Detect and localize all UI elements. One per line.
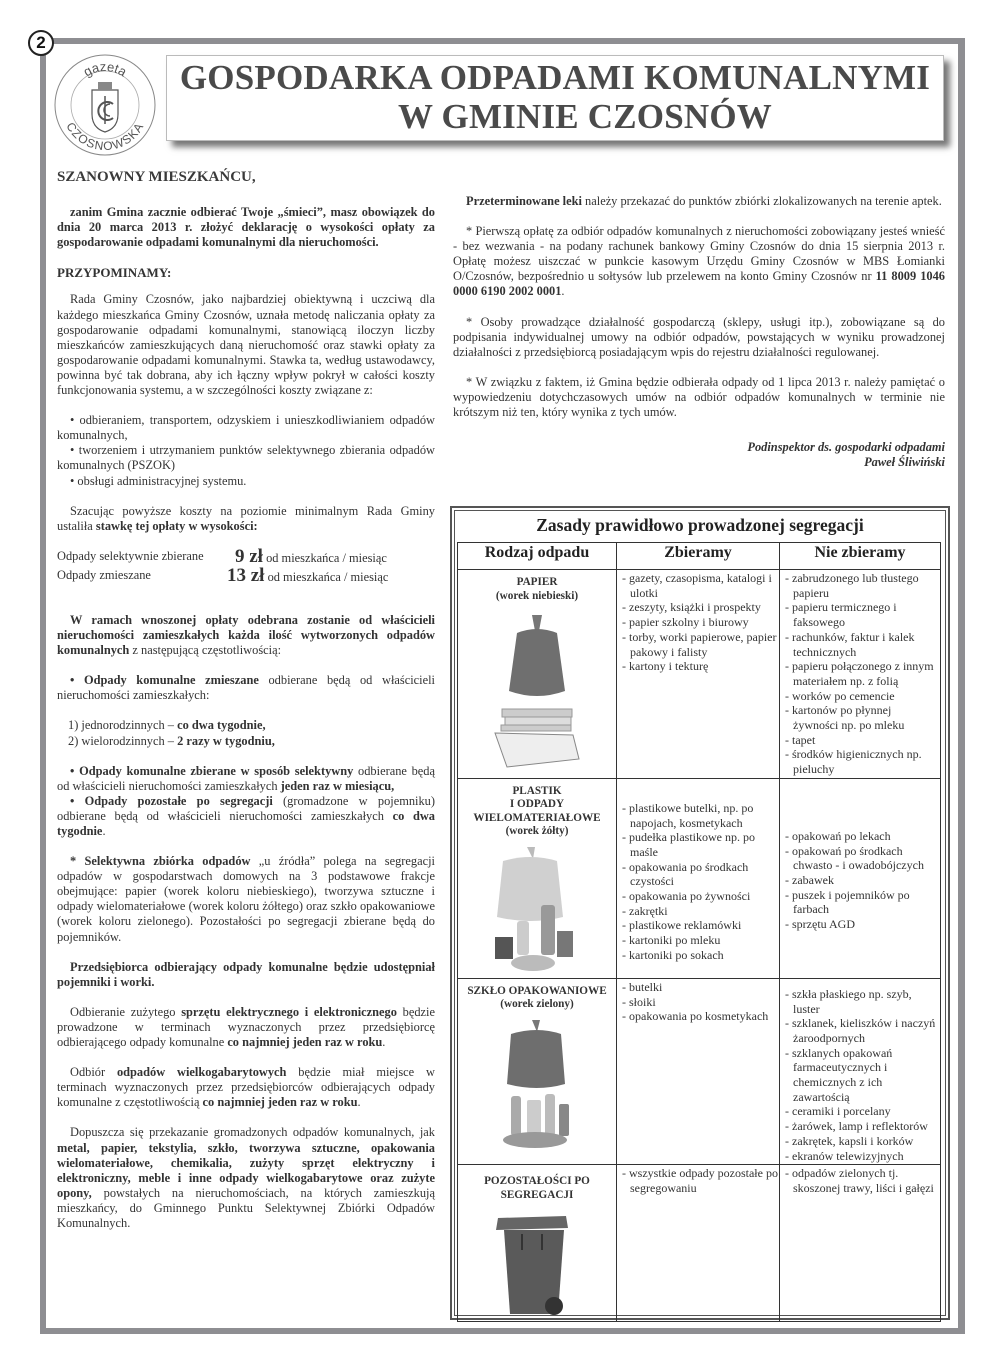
meds-bold: Przeterminowane leki xyxy=(466,194,582,208)
not-collect-list xyxy=(785,571,939,777)
source-paragraph xyxy=(57,854,435,945)
account-number: 11 8009 1046 0000 6190 2002 0001 xyxy=(453,269,945,299)
residual-bold: • Odpady pozostałe po segregacji xyxy=(70,793,273,808)
freq-item xyxy=(57,718,435,733)
bulky-text: Odbiór xyxy=(70,1065,117,1080)
segregation-title: Zasady prawidłowo prowadzonej segregacji xyxy=(536,515,864,535)
not-collect-cell xyxy=(780,778,941,978)
mixed-paragraph xyxy=(57,673,435,703)
waste-type-label: PAPIER xyxy=(516,576,558,588)
electro-bold: sprzętu elektrycznego i elektronicznego xyxy=(181,1004,397,1019)
freq-bold: 2 razy w tygodniu, xyxy=(177,733,275,748)
collect-item: - zeszyty, książki i prospekty xyxy=(622,600,761,615)
collect-item: - butelki xyxy=(622,979,663,994)
collect-item: - papier szkolny i biurowy xyxy=(622,615,749,630)
page-title xyxy=(166,55,944,141)
waste-type-label: SZKŁO OPAKOWANIOWE xyxy=(467,984,607,997)
bins-bold: Przedsiębiorca odbierający odpady komunalne będzie udostępniał pojemniki i worki. xyxy=(57,959,435,989)
selective-paragraph xyxy=(57,764,435,794)
left-column xyxy=(57,170,435,1231)
table-row xyxy=(458,978,941,1164)
waste-type-bag: (worek żółty) xyxy=(505,825,569,838)
segregation-table xyxy=(457,542,941,1322)
rate-value xyxy=(227,545,435,567)
waste-type-cell xyxy=(458,978,617,1164)
bulky-bold-2: co najmniej jeden raz w roku xyxy=(202,1095,358,1110)
rate-label: Odpady zmieszane xyxy=(57,567,151,582)
not-collect-item: - rachunków, faktur i kalek technicznych xyxy=(785,629,915,659)
waste-type-cell xyxy=(458,570,617,779)
payment-paragraph: * Pierwszą opłatę za odbiór odpadów komunalnych z nieruchomości zobowiązany jesteś wnieść - bez wezwania - na podany rachunek bankowy Gminy Czosnów do dnia 15 sierpnia 2013 r. Opłatę możesz uiszczać w punkcie kasowym Urzędu Gminy Czosnów w MBS Łomianki O/Czosnów, bezpośrednio u sołtysów lub przelewem na konto Gminy Czosnów nr 11 8009 1046 0000 6190 2002 0001. xyxy=(453,224,945,299)
rate-unit: od mieszkańca / miesiąc xyxy=(262,550,387,565)
not-collect-item: - opakowań po lekach xyxy=(785,828,891,843)
not-collect-item: - kartonów po płynnej żywności np. po mleku xyxy=(785,703,905,733)
not-collect-list xyxy=(785,1166,939,1195)
not-collect-item: - puszek i pojemników po farbach xyxy=(785,887,910,917)
rate-intro xyxy=(57,504,435,534)
collect-item: - wszystkie odpady pozostałe po segregowaniu xyxy=(622,1166,778,1195)
source-text: „u źródła” polega na segregacji odpadów w gospodarstwach domowych na 3 podstawowe frakcje obejmujące: papier (worek koloru niebieskiego), tworzywa sztuczne i odpady wielomateriałowe (worek koloru żółtego) oraz szkło opakowaniowe (worek koloru zielonego). Pozostałości po segregacji zbierane będą do pojemników. xyxy=(57,854,436,944)
not-collect-item: - żarówek, lamp i reflektorów xyxy=(785,1119,928,1134)
rate-label: Odpady selektywnie zbierane xyxy=(57,548,204,563)
remind-paragraph: Rada Gminy Czosnów, jako najbardziej obiektywną i uczciwą dla każdego mieszkańca Gminy Czosnów, uznała metodę naliczania opłaty za gospodarowanie odpadami komunalnymi, stanowiącą iloczyn liczby mieszkańców zamieszkujących daną nieruchomość oraz stawki opłaty za gospodarowanie odpadami komunalnymi. Stawka ta, według ustawodawcy, powinna być tak dobrana, aby ich łączny wpływ pokrył w całości koszty funkcjonowania systemu, a w szczególności koszty związane z: xyxy=(57,292,435,398)
column-header: Zbieramy xyxy=(617,543,780,570)
collect-cell xyxy=(617,570,780,779)
payment-text: * Pierwszą opłatę za odbiór odpadów komunalnych z nieruchomości zobowiązany jesteś wnieść - bez wezwania - na podany rachunek bankowy Gminy Czosnów do dnia 15 sierpnia 2013 r. Opłatę możesz uiszczać w punkcie kasowym Urzędu Gminy Czosnów w MBS Łomianki O/Czosnów, bezpośrednio u sołtysów lub przelewem na konto Gminy Czosnów nr xyxy=(453,224,945,284)
not-collect-item: - ceramiki i porcelany xyxy=(785,1104,891,1119)
cost-item: • tworzeniem i utrzymaniem punktów selektywnego zbierania odpadów komunalnych (PSZOK) xyxy=(57,443,435,473)
pszok-bold: metal, papier, tekstylia, szkło, tworzywa sztuczne, opakowania wielomateriałowe, chemikalia, zużyty sprzęt elektryczny i elektroniczny, meble i inne odpady wielkogabarytowe oraz zużyte opony, xyxy=(57,1140,435,1200)
collect-item: - opakowania po żywności xyxy=(622,889,751,904)
title-line-2: W GMINIE CZOSNÓW xyxy=(398,97,772,136)
residual-bold-2: co dwa tygodnie xyxy=(57,808,436,838)
bulky-bold: odpadów wielkogabarytowych xyxy=(116,1065,287,1080)
collect-item: - plastikowe butelki, np. po napojach, kosmetykach xyxy=(622,800,754,830)
logo-top-text: gazeta xyxy=(80,58,130,80)
pszok-text-2: powstałych na nieruchomościach, na których zamieszkują mieszkańcy, do Gminnego Punktu Selektywnej Zbiórki Odpadów Komunalnych. xyxy=(57,1185,435,1230)
not-collect-item: - sprzętu AGD xyxy=(785,917,855,932)
collect-list xyxy=(622,571,778,674)
column-header: Rodzaj odpadu xyxy=(458,543,617,570)
mixed-text: odbierane będą od właścicieli nieruchomości zamieszkałych: xyxy=(57,673,435,703)
waste-type-label: PLASTIK xyxy=(512,784,562,797)
collect-item: - opakowania po kosmetykach xyxy=(622,1009,769,1024)
collect-item: - kartony i tekturę xyxy=(622,659,709,674)
table-row xyxy=(458,570,941,779)
table-row xyxy=(458,778,941,978)
gazeta-czosnowska-logo xyxy=(52,52,158,158)
collect-item: - torby, worki papierowe, papier pakowy i falisty xyxy=(622,629,777,659)
not-collect-item: - odpadów zielonych tj. skoszonej trawy, liści i gałęzi xyxy=(785,1166,934,1195)
collect-item: - słoiki xyxy=(622,994,656,1009)
signature-role: Podinspektor ds. gospodarki odpadami xyxy=(747,440,945,455)
pszok-paragraph xyxy=(57,1125,435,1231)
electro-paragraph: Odbieranie zużytego sprzętu elektrycznego i elektronicznego będzie prowadzone w terminach wyznaczonych przez przedsiębiorcę odbierającego odpady komunalne co najmniej jeden raz w roku. xyxy=(57,1004,435,1050)
waste-type-label: I ODPADY xyxy=(509,798,565,811)
collect-item: - kartoniki po mleku xyxy=(622,933,721,948)
column-header: Nie zbieramy xyxy=(780,543,941,570)
not-collect-list xyxy=(785,829,939,932)
yellow-bag-plastic-icon xyxy=(477,847,597,977)
not-collect-item: - zabrudzonego lub tłustego papieru xyxy=(785,571,919,600)
collect-item: - kartoniki po sokach xyxy=(622,947,724,962)
wheelie-bin-icon xyxy=(492,1210,582,1320)
electro-text: Odbieranie zużytego xyxy=(70,1004,182,1019)
rates-list xyxy=(57,545,435,586)
not-collect-list xyxy=(785,987,939,1163)
not-collect-cell xyxy=(780,1165,941,1322)
waste-type-label: SEGREGACJI xyxy=(500,1188,574,1201)
intro-paragraph: zanim Gmina zacznie odbierać Twoje „śmieci”, masz obowiązek do dnia 20 marca 2013 r. złożyć deklarację o wysokości opłaty za gospodarowanie odpadami komunalnymi dla nieruchomości. xyxy=(57,205,435,250)
selective-text: odbierane będą od właścicieli nieruchomości zamieszkałych xyxy=(57,763,436,793)
logo-bottom-text: CZOSNOWSKA xyxy=(63,119,147,154)
not-collect-item: - zakrętek, kapsli i korków xyxy=(785,1133,914,1148)
not-collect-cell xyxy=(780,978,941,1164)
page-number: 2 xyxy=(28,30,54,56)
right-column xyxy=(453,194,945,470)
waste-type-label: WIELOMATERIAŁOWE xyxy=(473,811,601,824)
electro-bold-2: co najmniej jeden raz w roku xyxy=(227,1035,383,1050)
collect-cell xyxy=(617,1165,780,1322)
green-bag-glass-icon xyxy=(477,1020,597,1150)
freq-text: 2) wielorodzinnych – xyxy=(68,733,178,748)
not-collect-item: - ekranów telewizyjnych xyxy=(785,1148,904,1163)
blue-bag-paper-icon xyxy=(477,611,597,771)
contracts-paragraph: * W związku z faktem, iż Gmina będzie odbierała odpady od 1 lipca 2013 r. należy pamiętać o wypowiedzeniu dotychczasowych umów na odbiór odpadów komunalnych w terminie nie krótszym niż ten, który wynika z tych umów. xyxy=(453,374,945,420)
not-collect-item: - opakowań po środkach chwasto - i owadobójczych xyxy=(785,843,924,873)
collect-item: - gazety, czasopisma, katalogi i ulotki xyxy=(622,571,772,600)
bulky-text-2: będzie miał miejsce w terminach wyznaczonych przez przedsiębiorców odbierających odpady komunalne z częstotliwością xyxy=(57,1065,435,1110)
waste-type-cell xyxy=(458,1165,617,1322)
source-bold: * Selektywna zbiórka odpadów xyxy=(70,854,251,869)
mixed-bold: • Odpady komunalne zmieszane xyxy=(70,673,259,688)
segregation-box xyxy=(450,506,950,1320)
rate-intro-bold: stawkę tej opłaty w wysokości: xyxy=(95,518,258,533)
pszok-text: Dopuszcza się przekazanie gromadzonych odpadów komunalnych, jak xyxy=(70,1125,435,1140)
not-collect-item: - zabawek xyxy=(785,872,834,887)
collect-item: - zakrętki xyxy=(622,903,668,918)
signature-name: Paweł Śliwiński xyxy=(864,455,945,470)
scope-text: z następującą częstotliwością: xyxy=(129,643,282,658)
not-collect-item: - środków higienicznych np. pieluchy xyxy=(785,747,922,777)
meds-text: należy przekazać do punktów zbiórki zlokalizowanych na terenie aptek. xyxy=(581,194,942,208)
waste-type-cell xyxy=(458,778,617,978)
table-header-row xyxy=(458,543,941,570)
meds-paragraph xyxy=(453,194,945,209)
collect-item: - pudełka plastikowe np. po maśle xyxy=(622,830,755,859)
electro-text-2: będzie prowadzone w terminach wyznaczonych przez przedsiębiorcę odbierającego odpady komunalne xyxy=(57,1004,435,1050)
cost-item: • odbieraniem, transportem, odzyskiem i unieszkodliwianiem odpadów komunalnych, xyxy=(57,413,435,443)
rate-unit: od mieszkańca / miesiąc xyxy=(264,569,389,584)
residual-text: (gromadzone w pojemniku) odbierane będą od właścicieli nieruchomości zamieszkałych xyxy=(57,793,435,823)
bins-paragraph xyxy=(57,960,435,990)
waste-type-bag: (worek zielony) xyxy=(500,998,574,1011)
waste-type-label: POZOSTAŁOŚCI PO xyxy=(484,1175,590,1188)
coat-of-arms-icon xyxy=(92,82,118,132)
table-row xyxy=(458,1165,941,1322)
collect-item: - opakowania po środkach czystości xyxy=(622,859,749,889)
collect-item: - plastikowe reklamówki xyxy=(622,918,742,933)
collect-cell xyxy=(617,978,780,1164)
freq-bold: co dwa tygodnie, xyxy=(177,718,266,733)
not-collect-item: - szklanek, kieliszków i naczyń żaroodpornych xyxy=(785,1016,936,1045)
not-collect-item: - papieru termicznego i faksowego xyxy=(785,600,897,630)
scope-bold: W ramach wnoszonej opłaty odebrana zostanie od właścicieli nieruchomości zamieszkałych każda ilość wytworzonych odpadów komunalnych xyxy=(57,612,435,658)
residual-paragraph: • Odpady pozostałe po segregacji (gromadzone w pojemniku) odbierane będą od właścicieli nieruchomości zamieszkałych co dwa tygodnie. xyxy=(57,793,436,838)
business-paragraph: * Osoby prowadzące działalność gospodarczą (sklepy, usługi itp.), zobowiązane są do podpisania indywidualnej umowy na odbiór odpadów, powstających w wyniku prowadzonej działalności z przedsiębiorcą posiadającym wpis do rejestru działalności regulowanej. xyxy=(453,314,945,359)
not-collect-item: - worków po cemencie xyxy=(785,688,895,703)
bulky-paragraph: Odbiór odpadów wielkogabarytowych będzie miał miejsce w terminach wyznaczonych przez przedsiębiorców odbierających odpady komunalne z częstotliwością co najmniej jeden raz w roku. xyxy=(57,1065,435,1110)
selective-bold-2: jeden raz w miesiącu, xyxy=(280,778,395,793)
collect-list xyxy=(622,801,778,963)
waste-type-bag: (worek niebieski) xyxy=(495,589,579,602)
collect-list xyxy=(622,980,778,1024)
not-collect-item: - tapet xyxy=(785,732,816,747)
not-collect-item: - papieru połączonego z innym materiałem np. z folią xyxy=(785,659,934,688)
cost-item: • obsługi administracyjnej systemu. xyxy=(70,473,247,488)
remind-header: PRZYPOMINAMY: xyxy=(57,265,172,281)
rate-amount: 9 zł xyxy=(235,545,263,567)
collect-list xyxy=(622,1166,778,1195)
not-collect-cell xyxy=(780,570,941,779)
selective-bold: • Odpady komunalne zbierane w sposób selektywny xyxy=(70,763,354,778)
rate-amount: 13 zł xyxy=(227,564,265,586)
not-collect-item: - szkła płaskiego np. szyb, luster xyxy=(785,986,912,1016)
freq-item xyxy=(57,734,435,749)
freq-text: 1) jednorodzinnych – xyxy=(68,718,178,733)
not-collect-item: - szklanych opakowań farmaceutycznych i chemicznych z ich zawartością xyxy=(785,1045,893,1104)
rate-value xyxy=(227,564,435,586)
scope-paragraph xyxy=(57,613,435,658)
collect-cell xyxy=(617,778,780,978)
greeting: SZANOWNY MIESZKAŃCU, xyxy=(57,169,256,185)
title-line-1: GOSPODARKA ODPADAMI KOMUNALNYMI xyxy=(179,58,931,97)
rate-intro-text: Szacując powyższe koszty na poziomie minimalnym Rada Gminy ustaliła xyxy=(57,503,435,533)
